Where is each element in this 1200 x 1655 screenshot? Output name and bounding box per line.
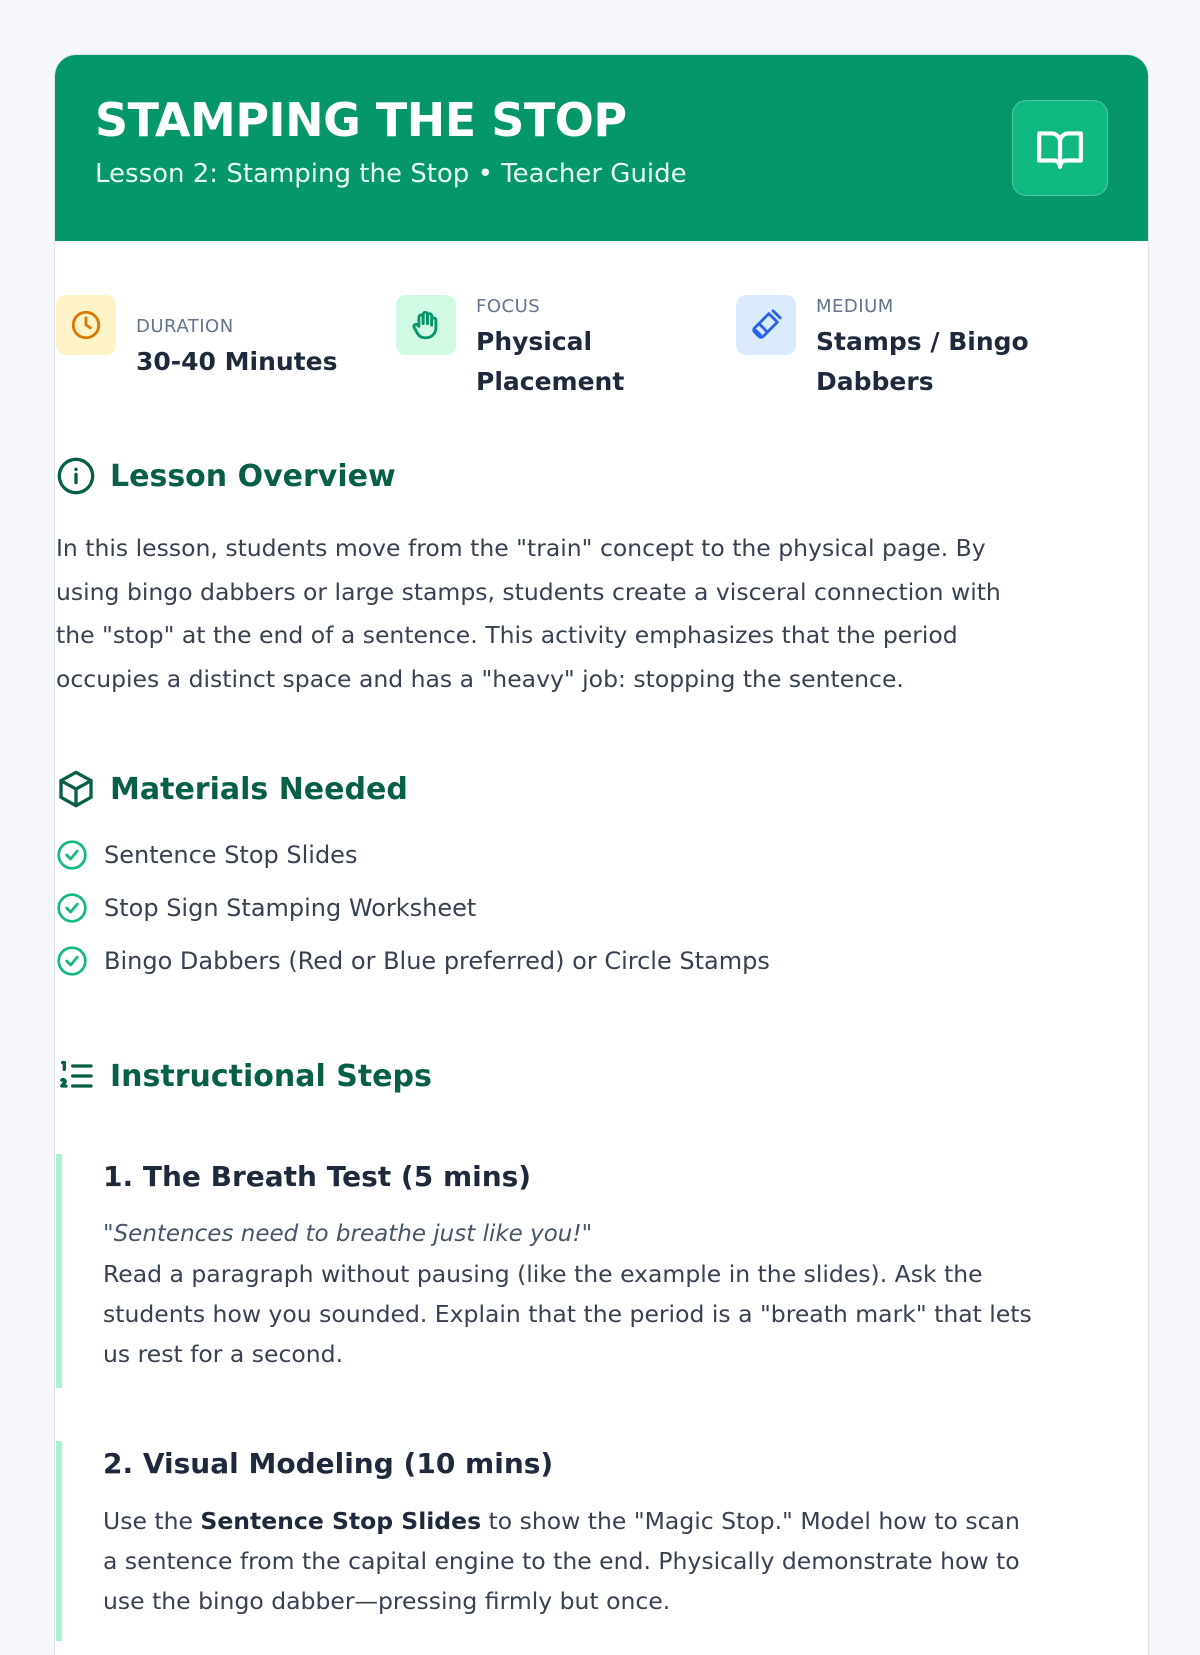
step-title: 2. Visual Modeling (10 mins) [103, 1447, 554, 1480]
step-title: 1. The Breath Test (5 mins) [103, 1160, 532, 1193]
materials-heading [56, 769, 408, 809]
steps-title: Instructional Steps [110, 1058, 432, 1094]
book-open-icon [1035, 123, 1085, 173]
material-label: Bingo Dabbers (Red or Blue preferred) or Circle Stamps [104, 946, 770, 975]
step-body: Read a paragraph without pausing (like the example in the slides). Ask the students how you sounded. Explain that the period is a "breath mark" that lets us rest for a second. [103, 1260, 1032, 1368]
overview-title: Lesson Overview [110, 458, 396, 494]
page-title: STAMPING THE STOP [95, 93, 627, 147]
info-icon [56, 456, 96, 496]
meta-value: Physical Placement [476, 327, 625, 396]
meta-label: FOCUS [476, 296, 541, 317]
meta-icon-box [56, 295, 116, 355]
book-button[interactable] [1012, 100, 1108, 196]
list-item [56, 828, 1036, 881]
overview-heading [56, 456, 396, 496]
step-body-text: Use the [103, 1507, 201, 1535]
step-body-emphasis: Sentence Stop Slides [200, 1507, 482, 1535]
list-item [56, 881, 1036, 934]
steps-heading [56, 1056, 432, 1096]
meta-icon-box [736, 295, 796, 355]
hand-icon [409, 308, 443, 342]
meta-icon-box [396, 295, 456, 355]
clock-icon [69, 308, 103, 342]
page-subtitle: Lesson 2: Stamping the Stop • Teacher Guide [95, 159, 687, 189]
numbered-list-icon [56, 1056, 96, 1096]
materials-title: Materials Needed [110, 771, 408, 807]
meta-label: MEDIUM [816, 296, 894, 317]
step-body [103, 1501, 1036, 1621]
material-label: Sentence Stop Slides [104, 840, 358, 869]
step-item [56, 1154, 1036, 1388]
brush-icon [749, 308, 783, 342]
step-quote: "Sentences need to breathe just like you!" [103, 1221, 593, 1247]
box-icon [56, 769, 96, 809]
meta-value: Stamps / Bingo Dabbers [816, 327, 1029, 396]
lesson-header [55, 55, 1148, 241]
overview-text: In this lesson, students move from the "train" concept to the physical page. By using bingo dabbers or large stamps, students create a visceral connection with the "stop" at the end of a sentence. This activity emphasizes that the period occupies a distinct space and has a "heavy" job: stopping the sentence. [56, 534, 1001, 693]
material-label: Stop Sign Stamping Worksheet [104, 893, 477, 922]
meta-label: DURATION [136, 316, 234, 337]
list-item [56, 934, 1036, 987]
step-item [56, 1441, 1036, 1641]
check-circle-icon [56, 892, 88, 924]
lesson-meta [56, 240, 1056, 396]
meta-value: 30-40 Minutes [136, 347, 338, 376]
step-body-text: to show the "Magic Stop." Model how to scan a sentence from the capital engine to the end. Physically demonstrate how to use the bingo dabber—pressing firmly but once. [103, 1507, 1020, 1615]
check-circle-icon [56, 839, 88, 871]
materials-list [56, 828, 1036, 987]
check-circle-icon [56, 945, 88, 977]
